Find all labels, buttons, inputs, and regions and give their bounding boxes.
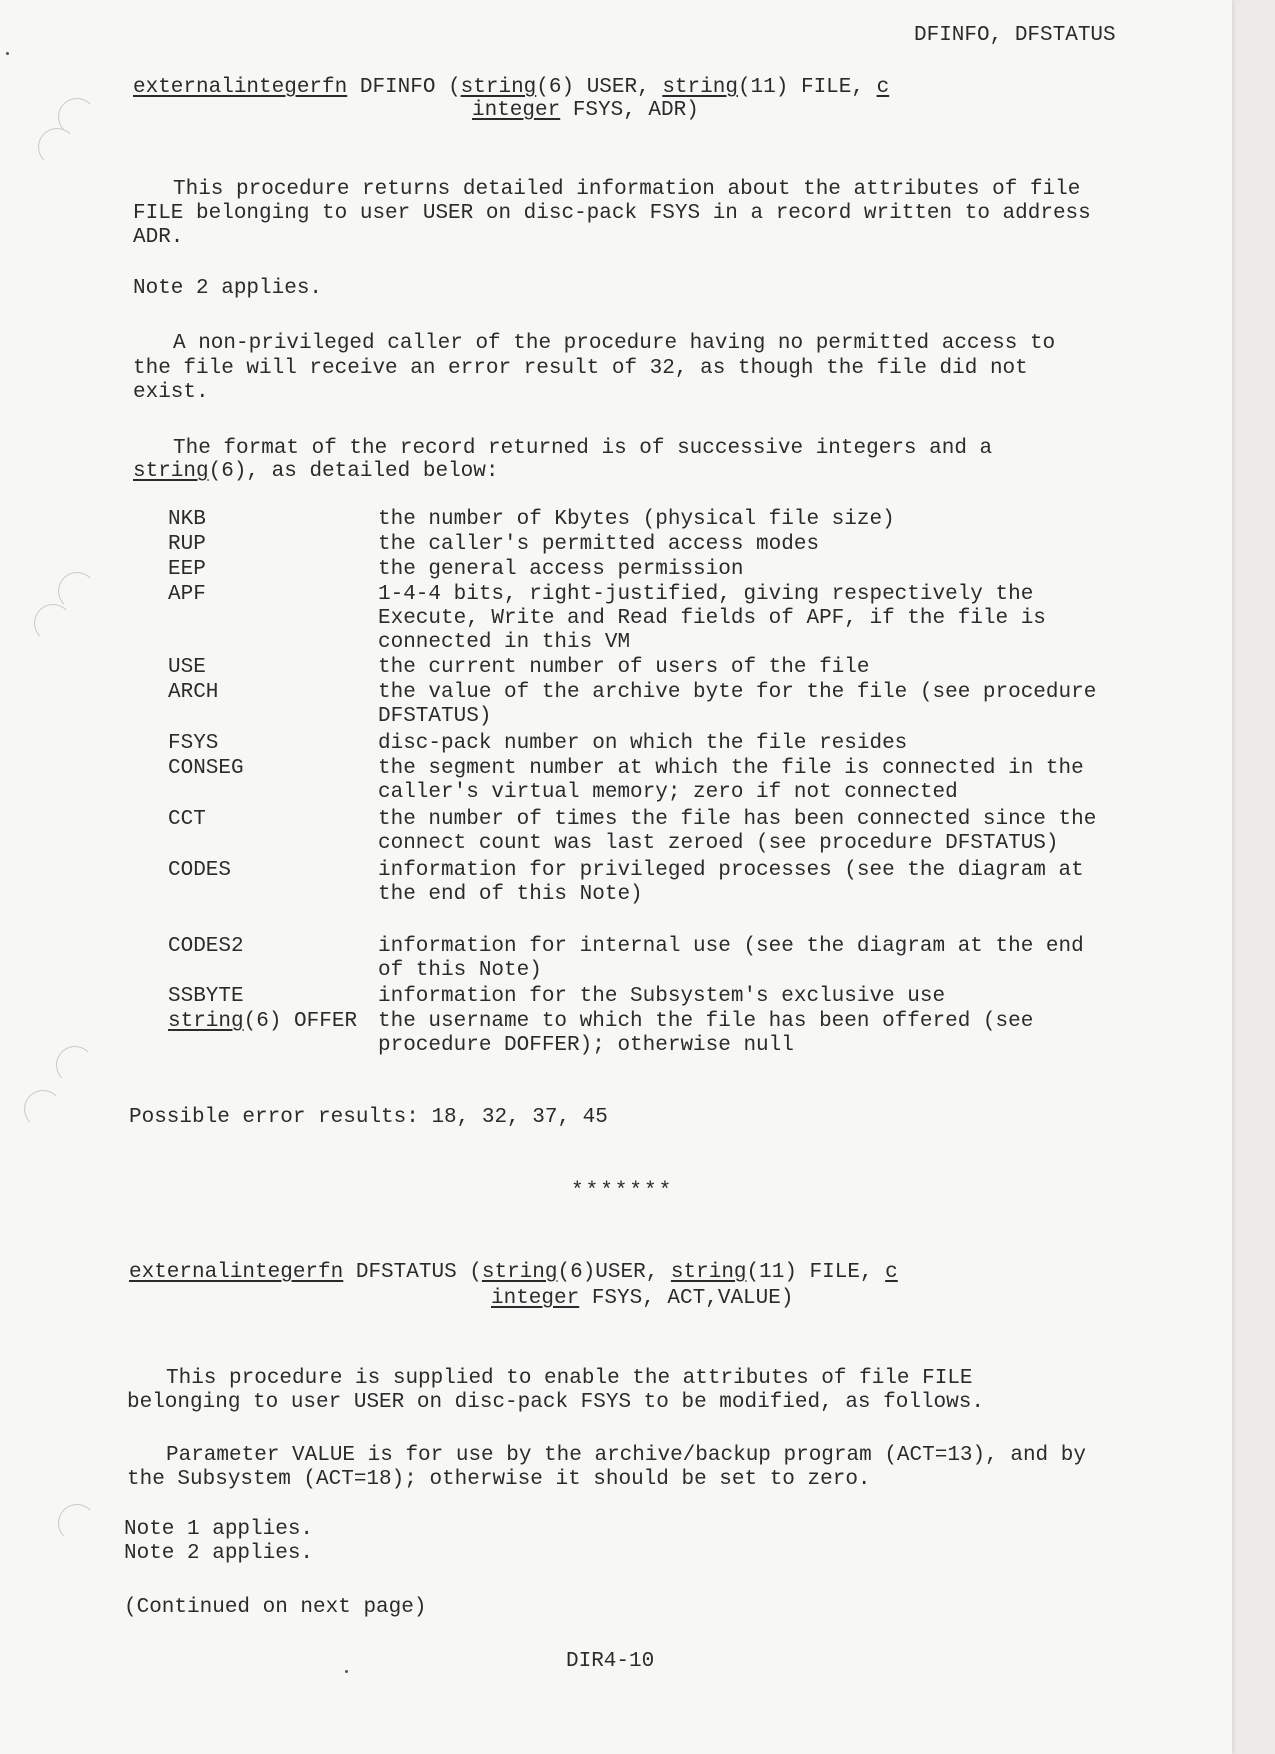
param: FSYS, ADR) [560, 99, 699, 122]
field-name: CONSEG [168, 757, 244, 780]
field-row [168, 732, 1168, 756]
margin-dot [6, 52, 9, 55]
dfstatus-note2: Note 2 applies. [124, 1542, 314, 1565]
field-row [168, 558, 1168, 582]
dfstatus-declaration-line1 [129, 1261, 898, 1285]
punch-hole-mark [24, 1090, 62, 1128]
field-row [168, 935, 1168, 983]
type-keyword: integer [472, 99, 561, 122]
param: (6)USER, [557, 1261, 671, 1284]
field-row [168, 808, 1168, 856]
type-keyword: string [133, 460, 209, 483]
field-name: APF [168, 583, 206, 606]
keyword: externalintegerfn [129, 1261, 344, 1284]
text: (6), as detailed below: [208, 460, 499, 483]
field-row [168, 1010, 1168, 1058]
field-row [168, 681, 1168, 729]
field-row [168, 757, 1168, 805]
continuation-mark: c [876, 76, 890, 99]
field-description: the value of the archive byte for the file (see procedure DFSTATUS) [378, 681, 1097, 728]
param: (11) FILE, [737, 76, 877, 99]
field-row [168, 985, 1168, 1009]
field-name: NKB [168, 508, 206, 531]
type-keyword: string [662, 76, 738, 99]
keyword: externalintegerfn [133, 76, 348, 99]
field-description: the number of times the file has been connected since the connect count was last zeroed (see procedure DFSTATUS) [378, 808, 1097, 855]
punch-hole-mark [56, 1046, 94, 1084]
field-row [168, 533, 1168, 557]
dfinfo-para1-line: ADR. [133, 226, 184, 249]
margin-dot [345, 1670, 348, 1673]
param: FSYS, ACT,VALUE) [579, 1287, 794, 1310]
param: (6) USER, [536, 76, 663, 99]
field-row [168, 656, 1168, 680]
dfinfo-para3-line: The format of the record returned is of successive integers and a [173, 437, 993, 460]
field-description: information for internal use (see the diagram at the end of this Note) [378, 935, 1084, 982]
field-description: 1-4-4 bits, right-justified, giving respectively the Execute, Write and Read fields of APF, if the file is connected in this VM [378, 583, 1046, 654]
punch-hole-mark [58, 572, 96, 610]
punch-hole-mark [38, 128, 76, 166]
field-row [168, 508, 1168, 532]
field-name: CODES [168, 859, 232, 882]
field-description: the username to which the file has been offered (see procedure DOFFER); otherwise null [378, 1010, 1034, 1057]
dfstatus-para1-line: belonging to user USER on disc-pack FSYS to be modified, as follows. [127, 1391, 984, 1414]
page-number: DIR4-10 [566, 1650, 655, 1673]
type-keyword: string [168, 1010, 244, 1033]
proc-name: DFINFO ( [347, 76, 461, 99]
punch-hole-mark [58, 1504, 96, 1542]
field-row [168, 859, 1168, 907]
dfinfo-note: Note 2 applies. [133, 277, 323, 300]
continued-note: (Continued on next page) [124, 1596, 427, 1619]
dfstatus-declaration-line2 [491, 1287, 793, 1311]
dfinfo-para2-line: A non-privileged caller of the procedure having no permitted access to [173, 332, 1056, 355]
record-field-table [168, 508, 1168, 1058]
running-title: DFINFO, DFSTATUS [914, 24, 1116, 47]
dfinfo-para2-line: exist. [133, 381, 209, 404]
type-keyword: string [460, 76, 537, 99]
field-row [168, 583, 1168, 655]
field-name: FSYS [168, 732, 219, 755]
type-keyword: string [481, 1261, 558, 1284]
field-name-rest: (6) OFFER [243, 1010, 358, 1033]
field-description: disc-pack number on which the file resides [378, 732, 908, 755]
field-description: information for the Subsystem's exclusive use [378, 985, 946, 1008]
proc-name: DFSTATUS ( [343, 1261, 482, 1284]
field-description: the segment number at which the file is connected in the caller's virtual memory; zero if not connected [378, 757, 1084, 804]
field-name: EEP [168, 558, 206, 581]
punch-hole-mark [34, 604, 72, 642]
field-description: information for privileged processes (see the diagram at the end of this Note) [378, 859, 1084, 906]
dfinfo-para3-line [133, 460, 498, 484]
dfinfo-error-results: Possible error results: 18, 32, 37, 45 [129, 1106, 608, 1129]
section-separator: ******* [571, 1180, 674, 1203]
dfinfo-para1-line: FILE belonging to user USER on disc-pack FSYS in a record written to address [133, 202, 1091, 225]
dfstatus-note1: Note 1 applies. [124, 1518, 314, 1541]
field-description: the caller's permitted access modes [378, 533, 820, 556]
field-name: RUP [168, 533, 206, 556]
field-name: SSBYTE [168, 985, 244, 1008]
type-keyword: string [670, 1261, 747, 1284]
field-name: CCT [168, 808, 206, 831]
dfinfo-para2-line: the file will receive an error result of 32, as though the file did not [133, 357, 1028, 380]
field-description: the general access permission [378, 558, 744, 581]
dfinfo-para1-line: This procedure returns detailed information about the attributes of file [173, 178, 1081, 201]
continuation-mark: c [885, 1261, 898, 1284]
field-description: the number of Kbytes (physical file size) [378, 508, 895, 531]
dfinfo-declaration-line1 [133, 76, 889, 100]
type-keyword: integer [491, 1287, 580, 1310]
field-name [168, 1010, 378, 1058]
field-name: USE [168, 656, 206, 679]
dfinfo-declaration-line2 [472, 99, 699, 123]
dfstatus-para1-line: This procedure is supplied to enable the attributes of file FILE [166, 1367, 973, 1390]
field-name: ARCH [168, 681, 219, 704]
field-description: the current number of users of the file [378, 656, 870, 679]
field-name: CODES2 [168, 935, 244, 958]
param: (11) FILE, [746, 1261, 886, 1284]
dfstatus-para2-line: Parameter VALUE is for use by the archive/backup program (ACT=13), and by [166, 1444, 1086, 1467]
dfstatus-para2-line: the Subsystem (ACT=18); otherwise it should be set to zero. [127, 1468, 871, 1491]
